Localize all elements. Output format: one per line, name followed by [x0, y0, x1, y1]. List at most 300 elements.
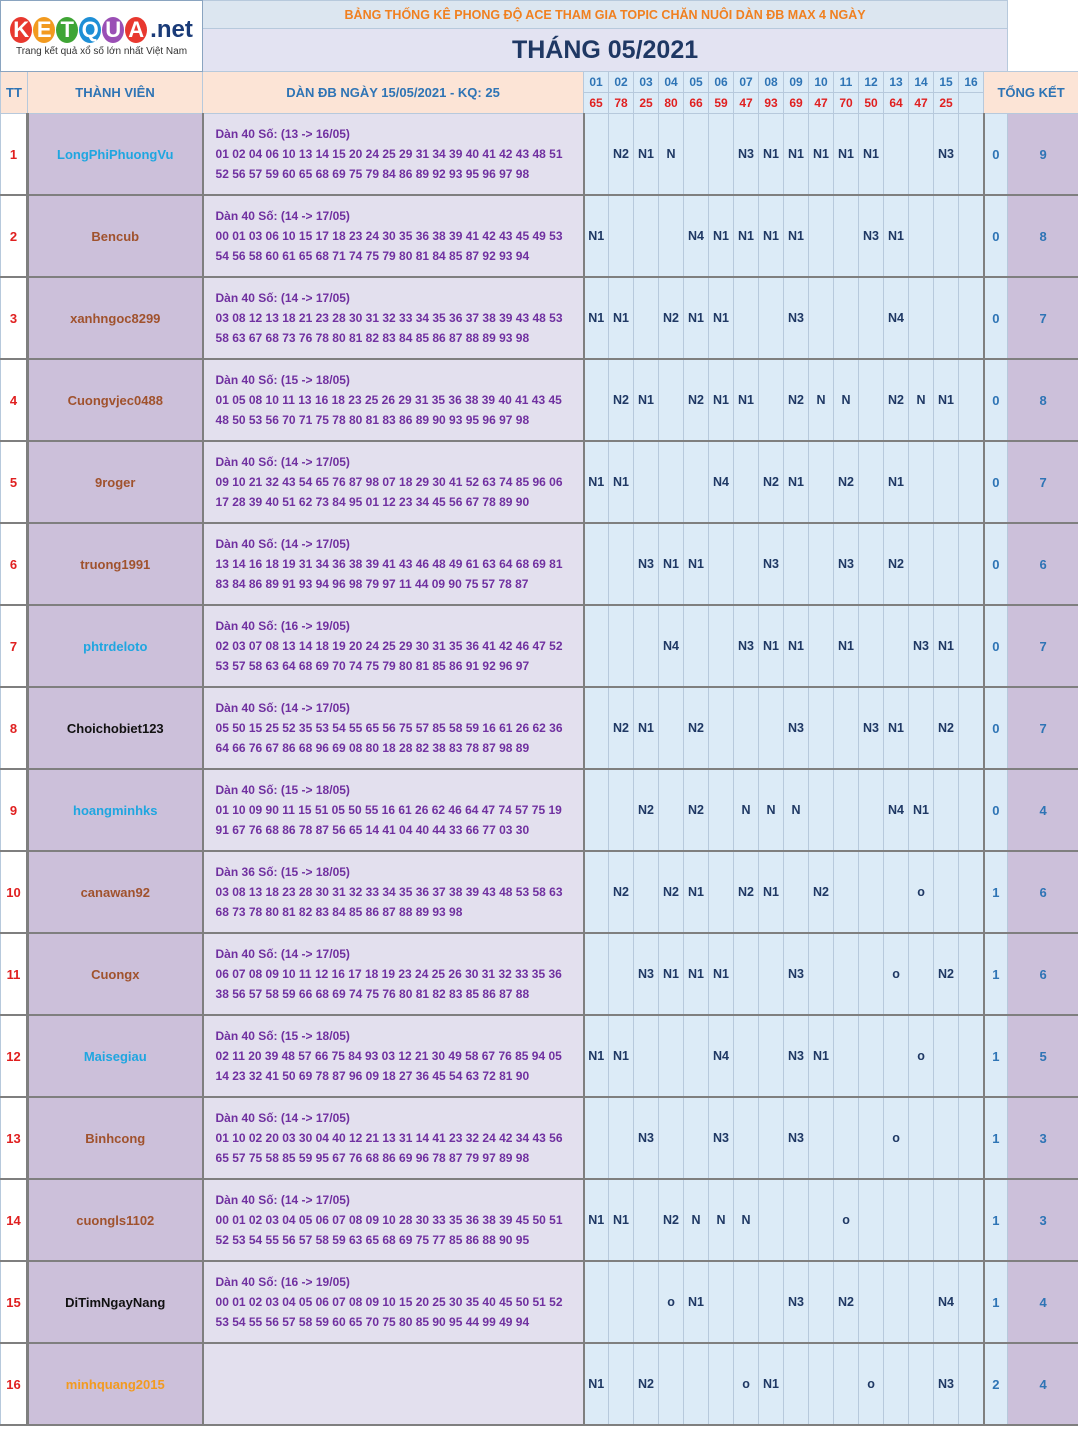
summary-total: 7 — [1008, 687, 1078, 769]
header-result-11: 70 — [834, 93, 859, 114]
day-result-cell — [934, 851, 959, 933]
day-result-cell — [859, 769, 884, 851]
day-result-cell: N1 — [584, 1179, 609, 1261]
day-result-cell: N1 — [859, 114, 884, 196]
summary-total: 4 — [1008, 1261, 1078, 1343]
day-result-cell — [709, 687, 734, 769]
day-result-cell: N3 — [734, 114, 759, 196]
member-name[interactable]: 9roger — [28, 441, 203, 523]
day-result-cell: N1 — [809, 114, 834, 196]
day-result-cell — [784, 1343, 809, 1425]
day-result-cell: N2 — [834, 441, 859, 523]
day-result-cell — [659, 687, 684, 769]
day-result-cell — [584, 605, 609, 687]
day-result-cell: N4 — [884, 277, 909, 359]
day-result-cell: N1 — [584, 195, 609, 277]
day-result-cell: N — [734, 769, 759, 851]
day-result-cell — [584, 1097, 609, 1179]
summary-total: 3 — [1008, 1179, 1078, 1261]
day-result-cell — [909, 441, 934, 523]
day-result-cell: N3 — [834, 523, 859, 605]
member-row — [1, 1261, 1078, 1343]
day-result-cell: N2 — [884, 359, 909, 441]
day-result-cell: N3 — [709, 1097, 734, 1179]
day-result-cell: N4 — [934, 1261, 959, 1343]
member-row — [1, 1179, 1078, 1261]
day-result-cell: N3 — [784, 277, 809, 359]
day-result-cell: N2 — [609, 359, 634, 441]
day-result-cell: N1 — [734, 359, 759, 441]
summary-total: 8 — [1008, 359, 1078, 441]
day-result-cell — [834, 1097, 859, 1179]
day-result-cell — [859, 1097, 884, 1179]
day-result-cell: N1 — [609, 1015, 634, 1097]
header-day-8: 08 — [759, 72, 784, 93]
dan-numbers — [203, 1015, 584, 1097]
day-result-cell: o — [834, 1179, 859, 1261]
member-name[interactable]: hoangminhks — [28, 769, 203, 851]
dan-numbers — [203, 359, 584, 441]
row-number: 9 — [1, 769, 28, 851]
row-number: 11 — [1, 933, 28, 1015]
day-result-cell: N — [809, 359, 834, 441]
summary-count: 0 — [984, 687, 1008, 769]
day-result-cell — [909, 1097, 934, 1179]
day-result-cell — [884, 1343, 909, 1425]
day-result-cell — [809, 1261, 834, 1343]
summary-total: 7 — [1008, 441, 1078, 523]
day-result-cell: N1 — [784, 195, 809, 277]
dan-numbers — [203, 687, 584, 769]
day-result-cell — [634, 195, 659, 277]
day-result-cell — [784, 851, 809, 933]
day-result-cell: N1 — [684, 523, 709, 605]
day-result-cell — [584, 687, 609, 769]
day-result-cell: N2 — [759, 441, 784, 523]
day-result-cell — [759, 359, 784, 441]
day-result-cell — [859, 605, 884, 687]
dan-line2: 52 53 54 55 56 57 58 59 63 65 68 69 75 77 85 86 88 90 95 — [215, 1233, 530, 1247]
day-result-cell — [884, 114, 909, 196]
member-row — [1, 687, 1078, 769]
dan-line1: 13 14 16 18 19 31 34 36 38 39 41 43 46 48 49 61 63 64 68 69 81 — [215, 557, 563, 571]
summary-count: 1 — [984, 851, 1008, 933]
member-row — [1, 769, 1078, 851]
row-number: 15 — [1, 1261, 28, 1343]
day-result-cell — [584, 523, 609, 605]
day-result-cell: N1 — [584, 1343, 609, 1425]
day-result-cell — [759, 1015, 784, 1097]
day-result-cell: N2 — [684, 359, 709, 441]
day-result-cell: o — [659, 1261, 684, 1343]
dan-title: Dàn 40 Số: (13 -> 16/05) — [215, 127, 350, 141]
day-result-cell — [609, 1343, 634, 1425]
day-result-cell — [734, 1261, 759, 1343]
day-result-cell: o — [909, 851, 934, 933]
dan-title: Dàn 40 Số: (14 -> 17/05) — [215, 291, 350, 305]
dan-title: Dàn 40 Số: (14 -> 17/05) — [215, 455, 350, 469]
logo-letter: E — [33, 17, 55, 43]
member-row — [1, 1015, 1078, 1097]
dan-numbers — [203, 1097, 584, 1179]
member-name[interactable]: phtrdeloto — [28, 605, 203, 687]
day-result-cell: N1 — [609, 441, 634, 523]
day-result-cell — [959, 195, 984, 277]
day-result-cell: N2 — [659, 277, 684, 359]
day-result-cell — [959, 605, 984, 687]
day-result-cell — [759, 687, 784, 769]
day-result-cell: N4 — [709, 1015, 734, 1097]
member-row — [1, 195, 1078, 277]
header-result-8: 93 — [759, 93, 784, 114]
member-name[interactable]: truong1991 — [28, 523, 203, 605]
logo-letter: T — [56, 17, 78, 43]
day-result-cell — [609, 523, 634, 605]
day-result-cell — [584, 1261, 609, 1343]
day-result-cell — [784, 523, 809, 605]
dan-title: Dàn 40 Số: (15 -> 18/05) — [215, 783, 350, 797]
day-result-cell — [834, 933, 859, 1015]
day-result-cell — [659, 441, 684, 523]
day-result-cell: N2 — [684, 687, 709, 769]
dan-numbers — [203, 195, 584, 277]
day-result-cell — [634, 851, 659, 933]
summary-count: 1 — [984, 1179, 1008, 1261]
day-result-cell — [959, 1179, 984, 1261]
day-result-cell — [734, 687, 759, 769]
summary-count: 1 — [984, 1015, 1008, 1097]
member-name[interactable]: LongPhiPhuongVu — [28, 114, 203, 196]
day-result-cell: N2 — [609, 851, 634, 933]
day-result-cell — [859, 359, 884, 441]
day-result-cell — [834, 1343, 859, 1425]
row-number: 13 — [1, 1097, 28, 1179]
day-result-cell — [834, 769, 859, 851]
day-result-cell — [609, 1097, 634, 1179]
header-day-16: 16 — [959, 72, 984, 93]
dan-title: Dàn 40 Số: (16 -> 19/05) — [215, 1275, 350, 1289]
member-name[interactable]: cuongls1102 — [28, 1179, 203, 1261]
member-row — [1, 277, 1078, 359]
day-result-cell — [734, 933, 759, 1015]
dan-line2: 91 67 76 68 86 78 87 56 65 14 41 04 40 44 33 66 77 03 30 — [215, 823, 530, 837]
member-name[interactable]: xanhngoc8299 — [28, 277, 203, 359]
day-result-cell: N — [734, 1179, 759, 1261]
member-row — [1, 523, 1078, 605]
member-name[interactable]: Choichobiet123 — [28, 687, 203, 769]
dan-line2: 52 56 57 59 60 65 68 69 75 79 84 86 89 92 93 95 96 97 98 — [215, 167, 530, 181]
dan-line2: 17 28 39 40 51 62 73 84 95 01 12 23 34 45 56 67 78 89 90 — [215, 495, 530, 509]
day-result-cell — [809, 1097, 834, 1179]
header-day-7: 07 — [734, 72, 759, 93]
dan-numbers — [203, 1179, 584, 1261]
summary-total: 7 — [1008, 605, 1078, 687]
day-result-cell: N2 — [609, 114, 634, 196]
day-result-cell — [909, 687, 934, 769]
day-result-cell: N2 — [784, 359, 809, 441]
day-result-cell — [609, 195, 634, 277]
day-result-cell — [909, 1179, 934, 1261]
day-result-cell — [909, 114, 934, 196]
summary-total: 4 — [1008, 769, 1078, 851]
day-result-cell — [859, 1179, 884, 1261]
summary-count: 1 — [984, 933, 1008, 1015]
dan-line2: 38 56 57 58 59 66 68 69 74 75 76 80 81 82 83 85 86 87 88 — [215, 987, 530, 1001]
day-result-cell: N3 — [859, 687, 884, 769]
member-row — [1, 933, 1078, 1015]
member-name[interactable]: Maisegiau — [28, 1015, 203, 1097]
day-result-cell: N1 — [734, 195, 759, 277]
day-result-cell — [659, 769, 684, 851]
dan-title: Dàn 40 Số: (14 -> 17/05) — [215, 1193, 350, 1207]
day-result-cell: N3 — [634, 523, 659, 605]
day-result-cell: o — [859, 1343, 884, 1425]
dan-line2: 83 84 86 89 91 93 94 96 98 79 97 11 44 09 90 75 57 78 87 — [215, 577, 529, 591]
day-result-cell: N1 — [834, 114, 859, 196]
day-result-cell: N1 — [909, 769, 934, 851]
day-result-cell: N1 — [659, 523, 684, 605]
header-day-15: 15 — [934, 72, 959, 93]
day-result-cell: N3 — [734, 605, 759, 687]
day-result-cell: N1 — [784, 605, 809, 687]
day-result-cell — [759, 277, 784, 359]
row-number: 10 — [1, 851, 28, 933]
day-result-cell: N1 — [759, 851, 784, 933]
day-result-cell — [659, 195, 684, 277]
site-logo[interactable] — [1, 1, 203, 72]
day-result-cell — [809, 441, 834, 523]
member-name[interactable]: Bencub — [28, 195, 203, 277]
dan-title: Dàn 40 Số: (14 -> 17/05) — [215, 1111, 350, 1125]
summary-total: 9 — [1008, 114, 1078, 196]
summary-total: 7 — [1008, 277, 1078, 359]
day-result-cell: N2 — [884, 523, 909, 605]
row-number: 8 — [1, 687, 28, 769]
day-result-cell: N — [759, 769, 784, 851]
header-member: THÀNH VIÊN — [28, 72, 203, 114]
summary-total: 6 — [1008, 851, 1078, 933]
day-result-cell: N1 — [684, 277, 709, 359]
day-result-cell — [809, 1179, 834, 1261]
dan-line2: 53 57 58 63 64 68 69 70 74 75 79 80 81 85 86 91 92 96 97 — [215, 659, 530, 673]
header-result-1: 65 — [584, 93, 609, 114]
day-result-cell — [909, 1343, 934, 1425]
day-result-cell: N4 — [709, 441, 734, 523]
row-number: 14 — [1, 1179, 28, 1261]
dan-numbers — [203, 1343, 584, 1425]
header-tt: TT — [1, 72, 28, 114]
day-result-cell — [859, 1015, 884, 1097]
day-result-cell — [759, 1261, 784, 1343]
day-result-cell — [684, 114, 709, 196]
day-result-cell: N — [684, 1179, 709, 1261]
header-result-4: 80 — [659, 93, 684, 114]
day-result-cell — [884, 1015, 909, 1097]
row-number: 4 — [1, 359, 28, 441]
dan-title: Dàn 40 Số: (14 -> 17/05) — [215, 947, 350, 961]
day-result-cell — [834, 687, 859, 769]
day-result-cell: N3 — [934, 1343, 959, 1425]
day-result-cell — [809, 277, 834, 359]
header-result-15: 25 — [934, 93, 959, 114]
day-result-cell — [659, 1097, 684, 1179]
day-result-cell: N3 — [634, 933, 659, 1015]
dan-title: Dàn 40 Số: (15 -> 18/05) — [215, 1029, 350, 1043]
day-result-cell — [959, 687, 984, 769]
day-result-cell — [634, 1261, 659, 1343]
day-result-cell: N1 — [634, 687, 659, 769]
dan-line1: 01 05 08 10 11 13 16 18 23 25 26 29 31 35 36 38 39 40 41 43 45 — [215, 393, 562, 407]
day-result-cell — [609, 769, 634, 851]
member-row — [1, 114, 1078, 196]
day-result-cell — [709, 769, 734, 851]
day-result-cell — [609, 933, 634, 1015]
summary-count: 0 — [984, 114, 1008, 196]
summary-count: 1 — [984, 1097, 1008, 1179]
day-result-cell: N3 — [784, 1261, 809, 1343]
day-result-cell — [959, 1343, 984, 1425]
member-name[interactable]: Binhcong — [28, 1097, 203, 1179]
dan-line1: 03 08 13 18 23 28 30 31 32 33 34 35 36 37 38 39 43 48 53 58 63 — [215, 885, 563, 899]
member-row — [1, 1097, 1078, 1179]
member-row — [1, 359, 1078, 441]
day-result-cell: N2 — [934, 933, 959, 1015]
dan-line2: 48 50 53 56 70 71 75 78 80 81 83 86 89 90 93 95 96 97 98 — [215, 413, 530, 427]
day-result-cell — [834, 277, 859, 359]
member-name[interactable]: canawan92 — [28, 851, 203, 933]
header-day-3: 03 — [634, 72, 659, 93]
day-result-cell: N2 — [834, 1261, 859, 1343]
day-result-cell: N2 — [734, 851, 759, 933]
day-result-cell: N1 — [884, 195, 909, 277]
dan-line1: 00 01 03 06 10 15 17 18 23 24 30 35 36 38 39 41 42 43 45 49 53 — [215, 229, 563, 243]
dan-line1: 09 10 21 32 43 54 65 76 87 98 07 18 29 30 41 52 63 74 85 96 06 — [215, 475, 563, 489]
dan-line1: 02 11 20 39 48 57 66 75 84 93 03 12 21 30 49 58 67 76 85 94 05 — [215, 1049, 562, 1063]
dan-line1: 01 10 02 20 03 30 04 40 12 21 13 31 14 41 23 32 24 42 34 43 56 — [215, 1131, 563, 1145]
logo-letter: K — [10, 17, 32, 43]
row-number: 12 — [1, 1015, 28, 1097]
day-result-cell: N2 — [659, 1179, 684, 1261]
summary-total: 4 — [1008, 1343, 1078, 1425]
month-title: THÁNG 05/2021 — [203, 29, 1008, 72]
day-result-cell — [709, 1343, 734, 1425]
member-name[interactable]: minhquang2015 — [28, 1343, 203, 1425]
day-result-cell — [934, 441, 959, 523]
summary-total: 6 — [1008, 933, 1078, 1015]
header-summary: TỔNG KẾT — [984, 72, 1078, 114]
day-result-cell: N1 — [634, 359, 659, 441]
day-result-cell — [859, 441, 884, 523]
header-day-6: 06 — [709, 72, 734, 93]
day-result-cell — [884, 851, 909, 933]
day-result-cell — [909, 277, 934, 359]
day-result-cell — [609, 1261, 634, 1343]
header-day-4: 04 — [659, 72, 684, 93]
day-result-cell — [709, 1261, 734, 1343]
header-result-12: 50 — [859, 93, 884, 114]
header-day-11: 11 — [834, 72, 859, 93]
summary-count: 0 — [984, 769, 1008, 851]
dan-line1 — [216, 1374, 583, 1394]
day-result-cell: N4 — [684, 195, 709, 277]
day-result-cell — [584, 769, 609, 851]
day-result-cell — [909, 523, 934, 605]
row-number: 1 — [1, 114, 28, 196]
day-result-cell: N — [909, 359, 934, 441]
sheet-title: BẢNG THỐNG KÊ PHONG ĐỘ ACE THAM GIA TOPIC CHĂN NUÔI DÀN ĐB MAX 4 NGÀY — [203, 1, 1008, 29]
day-result-cell — [934, 195, 959, 277]
day-result-cell: o — [884, 933, 909, 1015]
day-result-cell: N1 — [709, 195, 734, 277]
day-result-cell: o — [884, 1097, 909, 1179]
dan-numbers — [203, 605, 584, 687]
dan-line1: 02 03 07 08 13 14 18 19 20 24 25 29 30 31 35 36 41 42 46 47 52 — [215, 639, 563, 653]
day-result-cell — [734, 277, 759, 359]
header-result-13: 64 — [884, 93, 909, 114]
day-result-cell — [959, 933, 984, 1015]
dan-line1: 05 50 15 25 52 35 53 54 55 65 56 75 57 85 58 59 16 61 26 62 36 — [215, 721, 563, 735]
member-name[interactable]: Cuongx — [28, 933, 203, 1015]
day-result-cell: N1 — [884, 687, 909, 769]
day-result-cell — [634, 441, 659, 523]
summary-total: 8 — [1008, 195, 1078, 277]
day-result-cell — [884, 605, 909, 687]
dan-line2 — [216, 1394, 583, 1414]
day-result-cell: N1 — [659, 933, 684, 1015]
day-result-cell: N — [659, 114, 684, 196]
day-result-cell: N1 — [684, 851, 709, 933]
day-result-cell — [734, 1097, 759, 1179]
dan-title: Dàn 40 Số: (15 -> 18/05) — [215, 373, 350, 387]
dan-numbers — [203, 114, 584, 196]
logo-letter: U — [102, 17, 124, 43]
day-result-cell: N — [709, 1179, 734, 1261]
logo-letter: Q — [79, 17, 101, 43]
day-result-cell — [959, 1261, 984, 1343]
day-result-cell — [584, 933, 609, 1015]
summary-count: 1 — [984, 1261, 1008, 1343]
day-result-cell — [609, 605, 634, 687]
row-number: 16 — [1, 1343, 28, 1425]
day-result-cell — [584, 359, 609, 441]
day-result-cell — [684, 1097, 709, 1179]
day-result-cell — [584, 851, 609, 933]
day-result-cell — [959, 523, 984, 605]
member-name[interactable]: DiTimNgayNang — [28, 1261, 203, 1343]
logo-letter: A — [125, 17, 147, 43]
day-result-cell — [634, 1015, 659, 1097]
day-result-cell — [909, 933, 934, 1015]
summary-total: 5 — [1008, 1015, 1078, 1097]
day-result-cell: N3 — [909, 605, 934, 687]
day-result-cell: N2 — [934, 687, 959, 769]
day-result-cell: N2 — [634, 769, 659, 851]
day-result-cell: N3 — [634, 1097, 659, 1179]
day-result-cell: o — [909, 1015, 934, 1097]
day-result-cell: N3 — [934, 114, 959, 196]
member-name[interactable]: Cuongvjec0488 — [28, 359, 203, 441]
day-result-cell: N1 — [884, 441, 909, 523]
day-result-cell: N1 — [709, 277, 734, 359]
header-result-7: 47 — [734, 93, 759, 114]
day-result-cell — [959, 769, 984, 851]
row-number: 5 — [1, 441, 28, 523]
day-result-cell — [684, 1015, 709, 1097]
day-result-cell — [934, 769, 959, 851]
dan-line1: 01 02 04 06 10 13 14 15 20 24 25 29 31 34 39 40 41 42 43 48 51 — [215, 147, 563, 161]
day-result-cell: N1 — [584, 277, 609, 359]
day-result-cell — [834, 1015, 859, 1097]
